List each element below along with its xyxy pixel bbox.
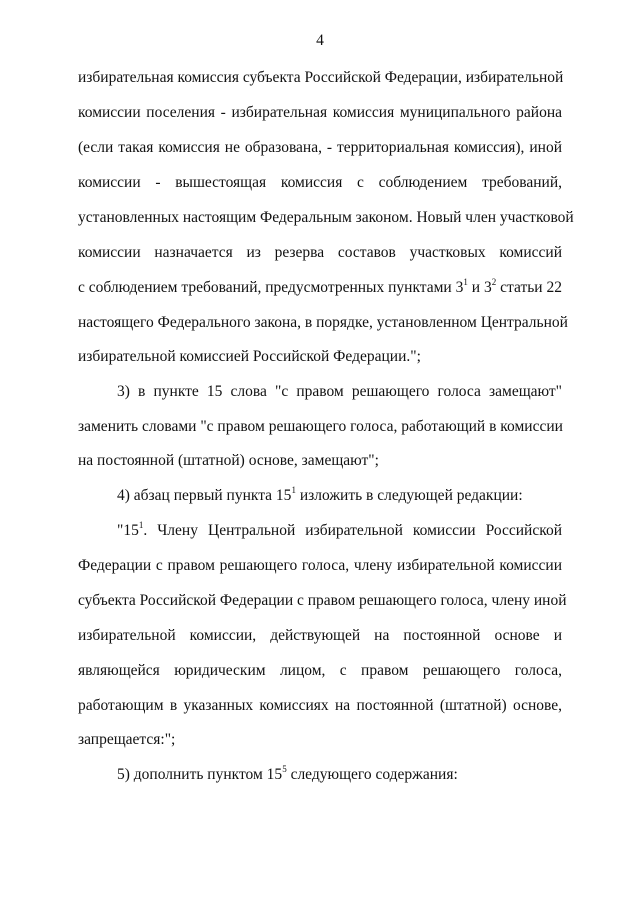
- text-line: избирательной комиссии, действующей на постоянной основе и: [78, 627, 562, 644]
- superscript: 2: [491, 276, 497, 287]
- text-line: заменить словами "с правом решающего голоса, работающий в комиссии: [78, 418, 563, 435]
- text-line: [117, 765, 562, 785]
- text-run: 4) абзац первый пункта 15: [117, 487, 292, 504]
- text-run: следующего содержания:: [286, 766, 458, 783]
- text-line: избирательная комиссия субъекта Российской Федерации, избирательной: [78, 69, 564, 86]
- text-run: "15: [117, 522, 139, 539]
- text-run: 5) дополнить пунктом 15: [117, 766, 283, 783]
- text-line: на постоянной (штатной) основе, замещают";: [78, 452, 379, 469]
- text-line: запрещается:";: [78, 731, 176, 748]
- text-line: комиссии назначается из резерва составов участковых комиссий: [78, 244, 562, 261]
- text-run: изложить в следующей редакции:: [295, 487, 523, 504]
- text-line: являющейся юридическим лицом, с правом решающего голоса,: [78, 662, 562, 679]
- superscript: 1: [138, 519, 144, 530]
- text-line: настоящего Федерального закона, в порядке, установленном Центральной: [78, 314, 568, 331]
- page-number: 4: [316, 32, 324, 49]
- text-line: работающим в указанных комиссиях на постоянной (штатной) основе,: [78, 697, 562, 714]
- text-run: . Члену Центральной избирательной комиссии Российской: [143, 522, 562, 539]
- text-run: и 3: [467, 279, 492, 296]
- text-line: комиссии поселения - избирательная комиссия муниципального района: [78, 104, 562, 121]
- superscript: 1: [291, 484, 296, 495]
- text-line: [117, 486, 562, 506]
- text-run: статьи 22: [496, 279, 562, 296]
- text-line: установленных настоящим Федеральным законом. Новый член участковой: [78, 209, 574, 226]
- text-line: 3) в пункте 15 слова "с правом решающего голоса замещают": [117, 383, 562, 400]
- text-run: с соблюдением требований, предусмотренных пунктами 3: [78, 279, 464, 296]
- text-line: субъекта Российской Федерации с правом решающего голоса, члену иной: [78, 592, 567, 609]
- text-line: комиссии - вышестоящая комиссия с соблюдением требований,: [78, 174, 562, 191]
- text-line: (если такая комиссия не образована, - территориальная комиссия), иной: [78, 139, 562, 156]
- text-line: Федерации с правом решающего голоса, члену избирательной комиссии: [78, 557, 562, 574]
- text-line: [117, 521, 562, 541]
- superscript: 5: [282, 763, 287, 774]
- superscript: 1: [463, 276, 468, 287]
- text-line: избирательной комиссией Российской Федерации.";: [78, 348, 421, 365]
- text-line: [78, 278, 562, 298]
